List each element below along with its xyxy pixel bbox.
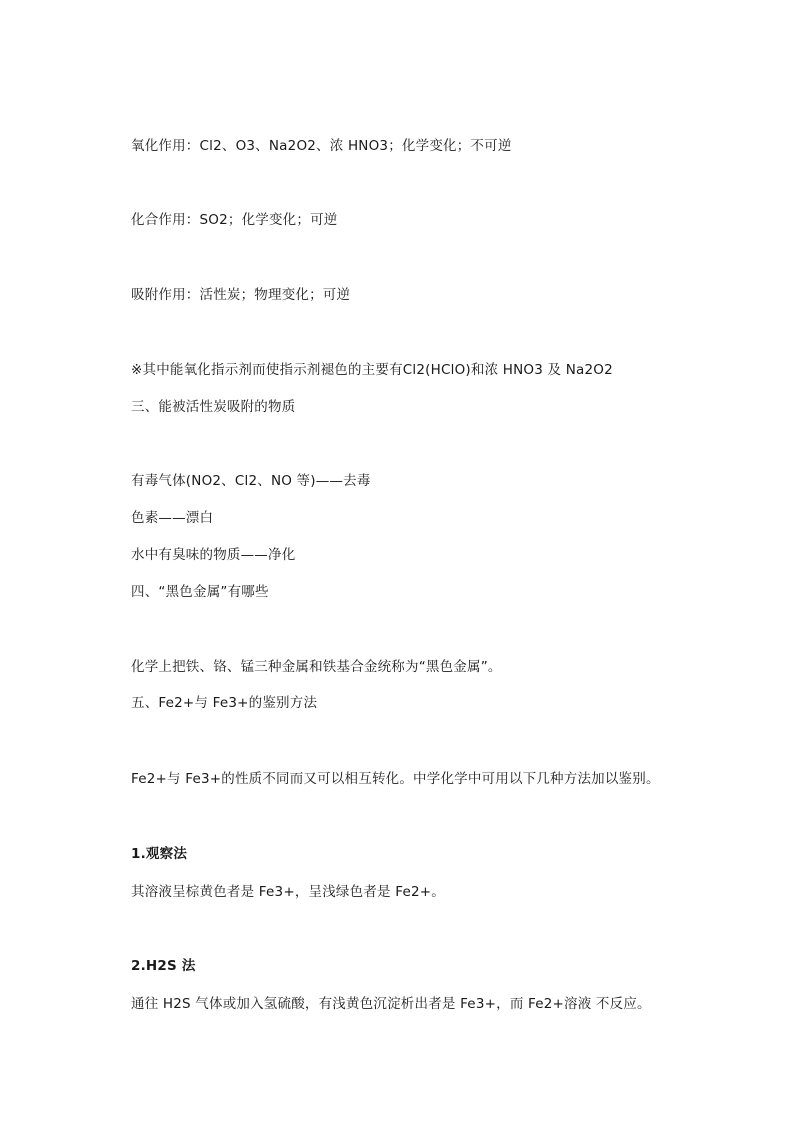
- section-heading-3: 三、能被活性炭吸附的物质: [131, 399, 296, 415]
- text-line-fe-intro: Fe2+与 Fe3+的性质不同而又可以相互转化。中学化学中可用以下几种方法加以鉴别。: [131, 771, 660, 787]
- section-heading-5: 五、Fe2+与 Fe3+的鉴别方法: [131, 695, 318, 711]
- text-line-h2s: 通往 H2S 气体或加入氢硫酸，有浅黄色沉淀析出者是 Fe3+，而 Fe2+溶液 不反应。: [131, 996, 651, 1012]
- subheading-observation: 1.观察法: [131, 846, 188, 862]
- text-line-pigment: 色素——漂白: [131, 510, 214, 526]
- section-heading-4: 四、“黑色金属”有哪些: [131, 584, 269, 600]
- text-line-odor: 水中有臭味的物质——净化: [131, 547, 296, 563]
- text-line-observation: 其溶液呈棕黄色者是 Fe3+，呈浅绿色者是 Fe2+。: [131, 884, 445, 900]
- text-line-combination: 化合作用：SO2；化学变化；可逆: [131, 212, 338, 228]
- subheading-h2s: 2.H2S 法: [131, 958, 196, 974]
- text-line-ferrous-metals: 化学上把铁、铬、锰三种金属和铁基合金统称为“黑色金属”。: [131, 659, 502, 675]
- text-line-adsorption: 吸附作用：活性炭；物理变化；可逆: [131, 287, 351, 303]
- text-line-toxic-gas: 有毒气体(NO2、Cl2、NO 等)——去毒: [131, 473, 371, 489]
- text-line-oxidation: 氧化作用：Cl2、O3、Na2O2、浓 HNO3；化学变化；不可逆: [131, 138, 512, 154]
- text-line-note: ※其中能氧化指示剂而使指示剂褪色的主要有Cl2(HClO)和浓 HNO3 及 Na2O2: [131, 362, 613, 378]
